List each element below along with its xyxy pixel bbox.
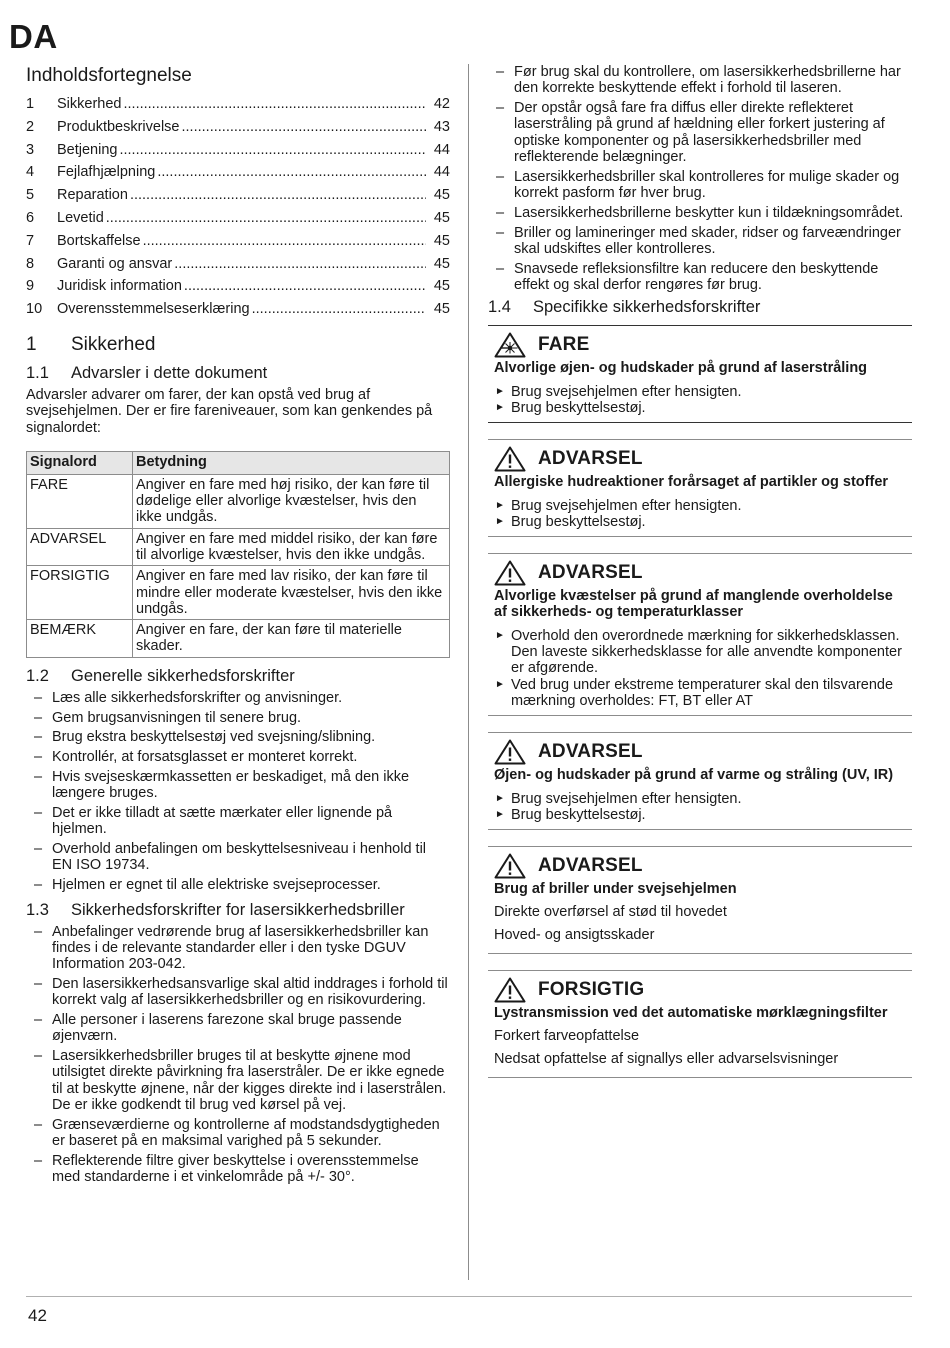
toc-entry[interactable] (26, 210, 450, 233)
laser-safety-list-continued (488, 64, 912, 293)
action-item: ► Brug beskyttelsestøj. (494, 514, 906, 530)
list-item: – Anbefalinger vedrørende brug af lasersikkerhedsbriller kan findes i de relevante standarder eller i den tyske DGUV Information 203-042. (26, 924, 450, 973)
table-row (27, 528, 450, 566)
toc-entry[interactable] (26, 119, 450, 142)
warning-subtitle: Allergiske hudreaktioner forårsaget af partikler og stoffer (494, 474, 889, 491)
general-safety-list (26, 690, 450, 894)
list-item: – Før brug skal du kontrollere, om lasersikkerhedsbrillerne har den korrekte beskyttende effekt i forhold til laseren. (488, 64, 912, 97)
list-item: – Brug ekstra beskyttelsestøj ved svejsning/slibning. (26, 729, 450, 745)
toc-number: 5 (26, 187, 35, 204)
table-cell: ADVARSEL (27, 528, 133, 566)
signal-word: ADVARSEL (538, 741, 643, 763)
list-item: – Lasersikkerhedsbrillerne beskytter kun i tildækningsområdet. (488, 205, 912, 221)
warning-header (494, 977, 906, 1003)
toc-page: 45 (433, 209, 450, 226)
list-item: – Lasersikkerhedsbriller skal kontrolleres for mulige skader og korrekt pasform før hver brug. (488, 169, 912, 202)
warning-subtitle: Alvorlige øjen- og hudskader på grund af laserstråling (494, 360, 868, 377)
warning-header (494, 560, 906, 586)
action-item: ► Overhold den overordnede mærkning for sikkerhedsklassen. Den laveste sikkerhedsklasse for alle anvendte komponenter er afgørende. (494, 628, 906, 677)
warning-actions (494, 498, 906, 531)
table-cell: Angiver en fare med lav risiko, der kan føre til mindre eller moderate kvæstelser, hvis den ikke undgås. (133, 566, 450, 620)
action-item: ► Ved brug under ekstreme temperaturer skal den tilsvarende mærkning overholdes: FT, BT eller AT (494, 677, 906, 710)
warning-box (488, 325, 912, 429)
action-item: ► Brug svejsehjelmen efter hensigten. (494, 384, 906, 400)
consequence-line: Forkert farveopfattelse (494, 1028, 640, 1045)
toc-page: 44 (433, 164, 450, 181)
exclamation-warning-icon (494, 853, 526, 879)
toc-leader (106, 210, 426, 226)
toc-entry[interactable] (26, 278, 450, 301)
toc-leader (157, 164, 426, 180)
warning-subtitle: Lystransmission ved det automatiske mørklægningsfilter (494, 1005, 888, 1021)
toc-page: 45 (433, 278, 450, 295)
table-row (27, 566, 450, 620)
list-item: – Alle personer i laserens farezone skal bruge passende øjenværn. (26, 1012, 450, 1045)
consequence-line: Nedsat opfattelse af signallys eller advarselsvisninger (494, 1050, 839, 1067)
list-item: – Hvis svejseskærmkassetten er beskadiget, må den ikke længere bruges. (26, 769, 450, 802)
table-of-contents (26, 96, 450, 324)
toc-number: 10 (26, 301, 43, 318)
toc-entry[interactable] (26, 256, 450, 279)
toc-leader (119, 142, 426, 158)
subsection-title: Generelle sikkerhedsforskrifter (71, 666, 295, 685)
toc-leader (123, 96, 426, 112)
toc-entry-title: Fejlafhjælpning (57, 164, 156, 181)
toc-entry-title: Sikkerhed (57, 96, 122, 112)
table-row (27, 474, 450, 528)
toc-number: 2 (26, 118, 35, 135)
toc-page: 45 (433, 187, 450, 204)
toc-entry-title: Betjening (57, 141, 118, 158)
signal-word: FARE (538, 334, 590, 356)
warning-end-rule (488, 422, 912, 423)
column-header: Signalord (27, 452, 133, 474)
list-item: – Briller og lamineringer med skader, ridser og farveændringer skal udskiftes eller kontrolleres. (488, 225, 912, 258)
toc-entry[interactable] (26, 164, 450, 187)
warning-actions (494, 628, 906, 709)
subsection-heading (488, 298, 912, 317)
toc-page: 45 (433, 232, 450, 249)
language-code: DA (9, 18, 58, 55)
toc-entry[interactable] (26, 187, 450, 210)
page-number: 42 (28, 1306, 47, 1325)
toc-entry-title: Garanti og ansvar (57, 255, 173, 272)
list-item: – Gem brugsanvisningen til senere brug. (26, 710, 450, 726)
section-title: Sikkerhed (71, 333, 156, 355)
exclamation-warning-icon (494, 446, 526, 472)
warning-header (494, 446, 906, 472)
action-item: ► Brug svejsehjelmen efter hensigten. (494, 791, 906, 807)
list-item: – Læs alle sikkerhedsforskrifter og anvisninger. (26, 690, 450, 706)
table-cell: Angiver en fare med middel risiko, der kan føre til alvorlige kvæstelser, hvis den ikke undgås. (133, 528, 450, 566)
toc-page: 45 (433, 301, 450, 318)
list-item: – Det er ikke tilladt at sætte mærkater eller lignende på hjelmen. (26, 805, 450, 838)
warning-end-rule (488, 829, 912, 830)
warning-header (494, 739, 906, 765)
warning-box (488, 732, 912, 836)
list-item: – Den lasersikkerhedsansvarlige skal altid inddrages i forhold til korrekt valg af lasersikkerhedsbriller og en risikovurdering. (26, 976, 450, 1009)
section-number: 1 (26, 333, 37, 355)
consequence-line: Direkte overførsel af stød til hovedet (494, 904, 727, 921)
list-item: – Grænseværdierne og kontrollerne af modstandsdygtigheden er baseret på en maksimal varighed på 5 sekunder. (26, 1117, 450, 1150)
table-cell: FARE (27, 474, 133, 528)
signal-word: FORSIGTIG (538, 979, 645, 1000)
toc-leader (130, 187, 426, 203)
warning-subtitle: Brug af briller under svejsehjelmen (494, 881, 737, 898)
exclamation-warning-icon (494, 560, 526, 586)
toc-title: Indholdsfortegnelse (26, 65, 192, 86)
laser-warning-icon (494, 332, 526, 358)
subsection-number: 1.4 (488, 298, 511, 317)
table-header-row (27, 452, 450, 474)
warning-header (494, 332, 906, 358)
toc-number: 8 (26, 255, 35, 272)
subsection-heading (26, 667, 450, 686)
toc-entry-title: Bortskaffelse (57, 232, 141, 249)
toc-number: 6 (26, 209, 35, 226)
warning-box (488, 970, 912, 1084)
footer-divider (26, 1296, 912, 1297)
subsection-title: Sikkerhedsforskrifter for lasersikkerhedsbriller (71, 900, 405, 919)
signal-word: ADVARSEL (538, 562, 643, 584)
toc-leader (143, 233, 426, 249)
subsection-title: Advarsler i dette dokument (71, 363, 268, 382)
list-item: – Hjelmen er egnet til alle elektriske svejseprocesser. (26, 877, 450, 893)
toc-entry[interactable] (26, 233, 450, 256)
toc-page: 43 (433, 118, 450, 135)
left-column (26, 64, 450, 1189)
warning-subtitle: Øjen- og hudskader på grund af varme og stråling (UV, IR) (494, 767, 894, 784)
subsection-number: 1.2 (26, 666, 49, 685)
table-cell: Angiver en fare, der kan føre til materielle skader. (133, 620, 450, 658)
signal-word-table (26, 451, 450, 657)
subsection-number: 1.3 (26, 900, 49, 919)
toc-number: 4 (26, 164, 35, 181)
action-item: ► Brug svejsehjelmen efter hensigten. (494, 498, 906, 514)
list-item: – Reflekterende filtre giver beskyttelse i overensstemmelse med standarderne i et vinkelområde på +/- 30°. (26, 1153, 450, 1186)
warning-header (494, 853, 906, 879)
toc-entry-title: Levetid (57, 209, 104, 226)
toc-entry-title: Juridisk information (57, 278, 182, 295)
warning-box (488, 846, 912, 960)
table-cell: Angiver en fare med høj risiko, der kan føre til dødelige eller alvorlige kvæstelser, hvis den ikke undgås. (133, 474, 450, 528)
warning-box (488, 553, 912, 722)
action-item: ► Brug beskyttelsestøj. (494, 807, 906, 823)
warning-box (488, 439, 912, 543)
list-item: – Snavsede refleksionsfiltre kan reducere den beskyttende effekt og skal derfor rengøres før brug. (488, 261, 912, 294)
toc-leader (184, 278, 426, 294)
toc-entry-title: Overensstemmelseserklæring (57, 301, 250, 318)
warning-end-rule (488, 536, 912, 537)
subsection-heading (26, 364, 450, 383)
warning-actions (494, 791, 906, 824)
toc-leader (174, 256, 426, 272)
list-item: – Overhold anbefalingen om beskyttelsesniveau i henhold til EN ISO 19734. (26, 841, 450, 874)
column-divider (468, 64, 469, 1280)
intro-paragraph: Advarsler advarer om farer, der kan opstå ved brug af svejsehjelmen. Der er fire fareniveauer, som kan genkendes på signalordet: (26, 386, 433, 436)
table-row (27, 620, 450, 658)
warning-end-rule (488, 1077, 912, 1078)
subsection-number: 1.1 (26, 363, 49, 382)
toc-entry-title: Produktbeskrivelse (57, 118, 180, 135)
signal-word: ADVARSEL (538, 448, 643, 470)
exclamation-warning-icon (494, 977, 526, 1003)
action-item: ► Brug beskyttelsestøj. (494, 400, 906, 416)
toc-page: 45 (433, 255, 450, 272)
toc-entry-title: Reparation (57, 187, 128, 204)
signal-word: ADVARSEL (538, 855, 643, 877)
toc-number: 7 (26, 232, 35, 249)
toc-page: 42 (433, 96, 450, 112)
exclamation-warning-icon (494, 739, 526, 765)
subsection-title: Specifikke sikkerhedsforskrifter (533, 298, 761, 317)
warning-actions (494, 384, 906, 417)
table-cell: BEMÆRK (27, 620, 133, 658)
toc-entry[interactable] (26, 96, 450, 119)
toc-number: 9 (26, 278, 35, 295)
toc-leader (182, 119, 427, 135)
table-cell: FORSIGTIG (27, 566, 133, 620)
toc-entry[interactable] (26, 301, 450, 324)
column-header: Betydning (133, 452, 450, 474)
warning-end-rule (488, 715, 912, 716)
toc-number: 1 (26, 96, 35, 112)
list-item: – Der opstår også fare fra diffus eller direkte reflekteret laserstråling på grund af hældning eller forkert justering af optiske komponenter og på lasersikkerhedsbriller med reflekterende belægninger. (488, 100, 912, 165)
warning-subtitle: Alvorlige kvæstelser på grund af manglende overholdelse af sikkerheds- og temperaturklasser (494, 588, 893, 621)
laser-safety-list (26, 924, 450, 1186)
toc-page: 44 (433, 141, 450, 158)
toc-leader (252, 301, 426, 317)
section-heading (26, 334, 450, 356)
right-column (488, 64, 912, 1084)
list-item: – Lasersikkerhedsbriller bruges til at beskytte øjnene mod utilsigtet direkte påvirkning fra laserstråler. De er ikke egnede til at beskytte øjnene, når der kigges direkte ind i laserstrålen. De er ikke godkendt til brug ved kørsel på vej. (26, 1048, 450, 1113)
toc-number: 3 (26, 141, 35, 158)
consequence-line: Hoved- og ansigtsskader (494, 926, 655, 943)
subsection-heading (26, 901, 450, 920)
warning-end-rule (488, 953, 912, 954)
list-item: – Kontrollér, at forsatsglasset er monteret korrekt. (26, 749, 450, 765)
toc-entry[interactable] (26, 142, 450, 165)
